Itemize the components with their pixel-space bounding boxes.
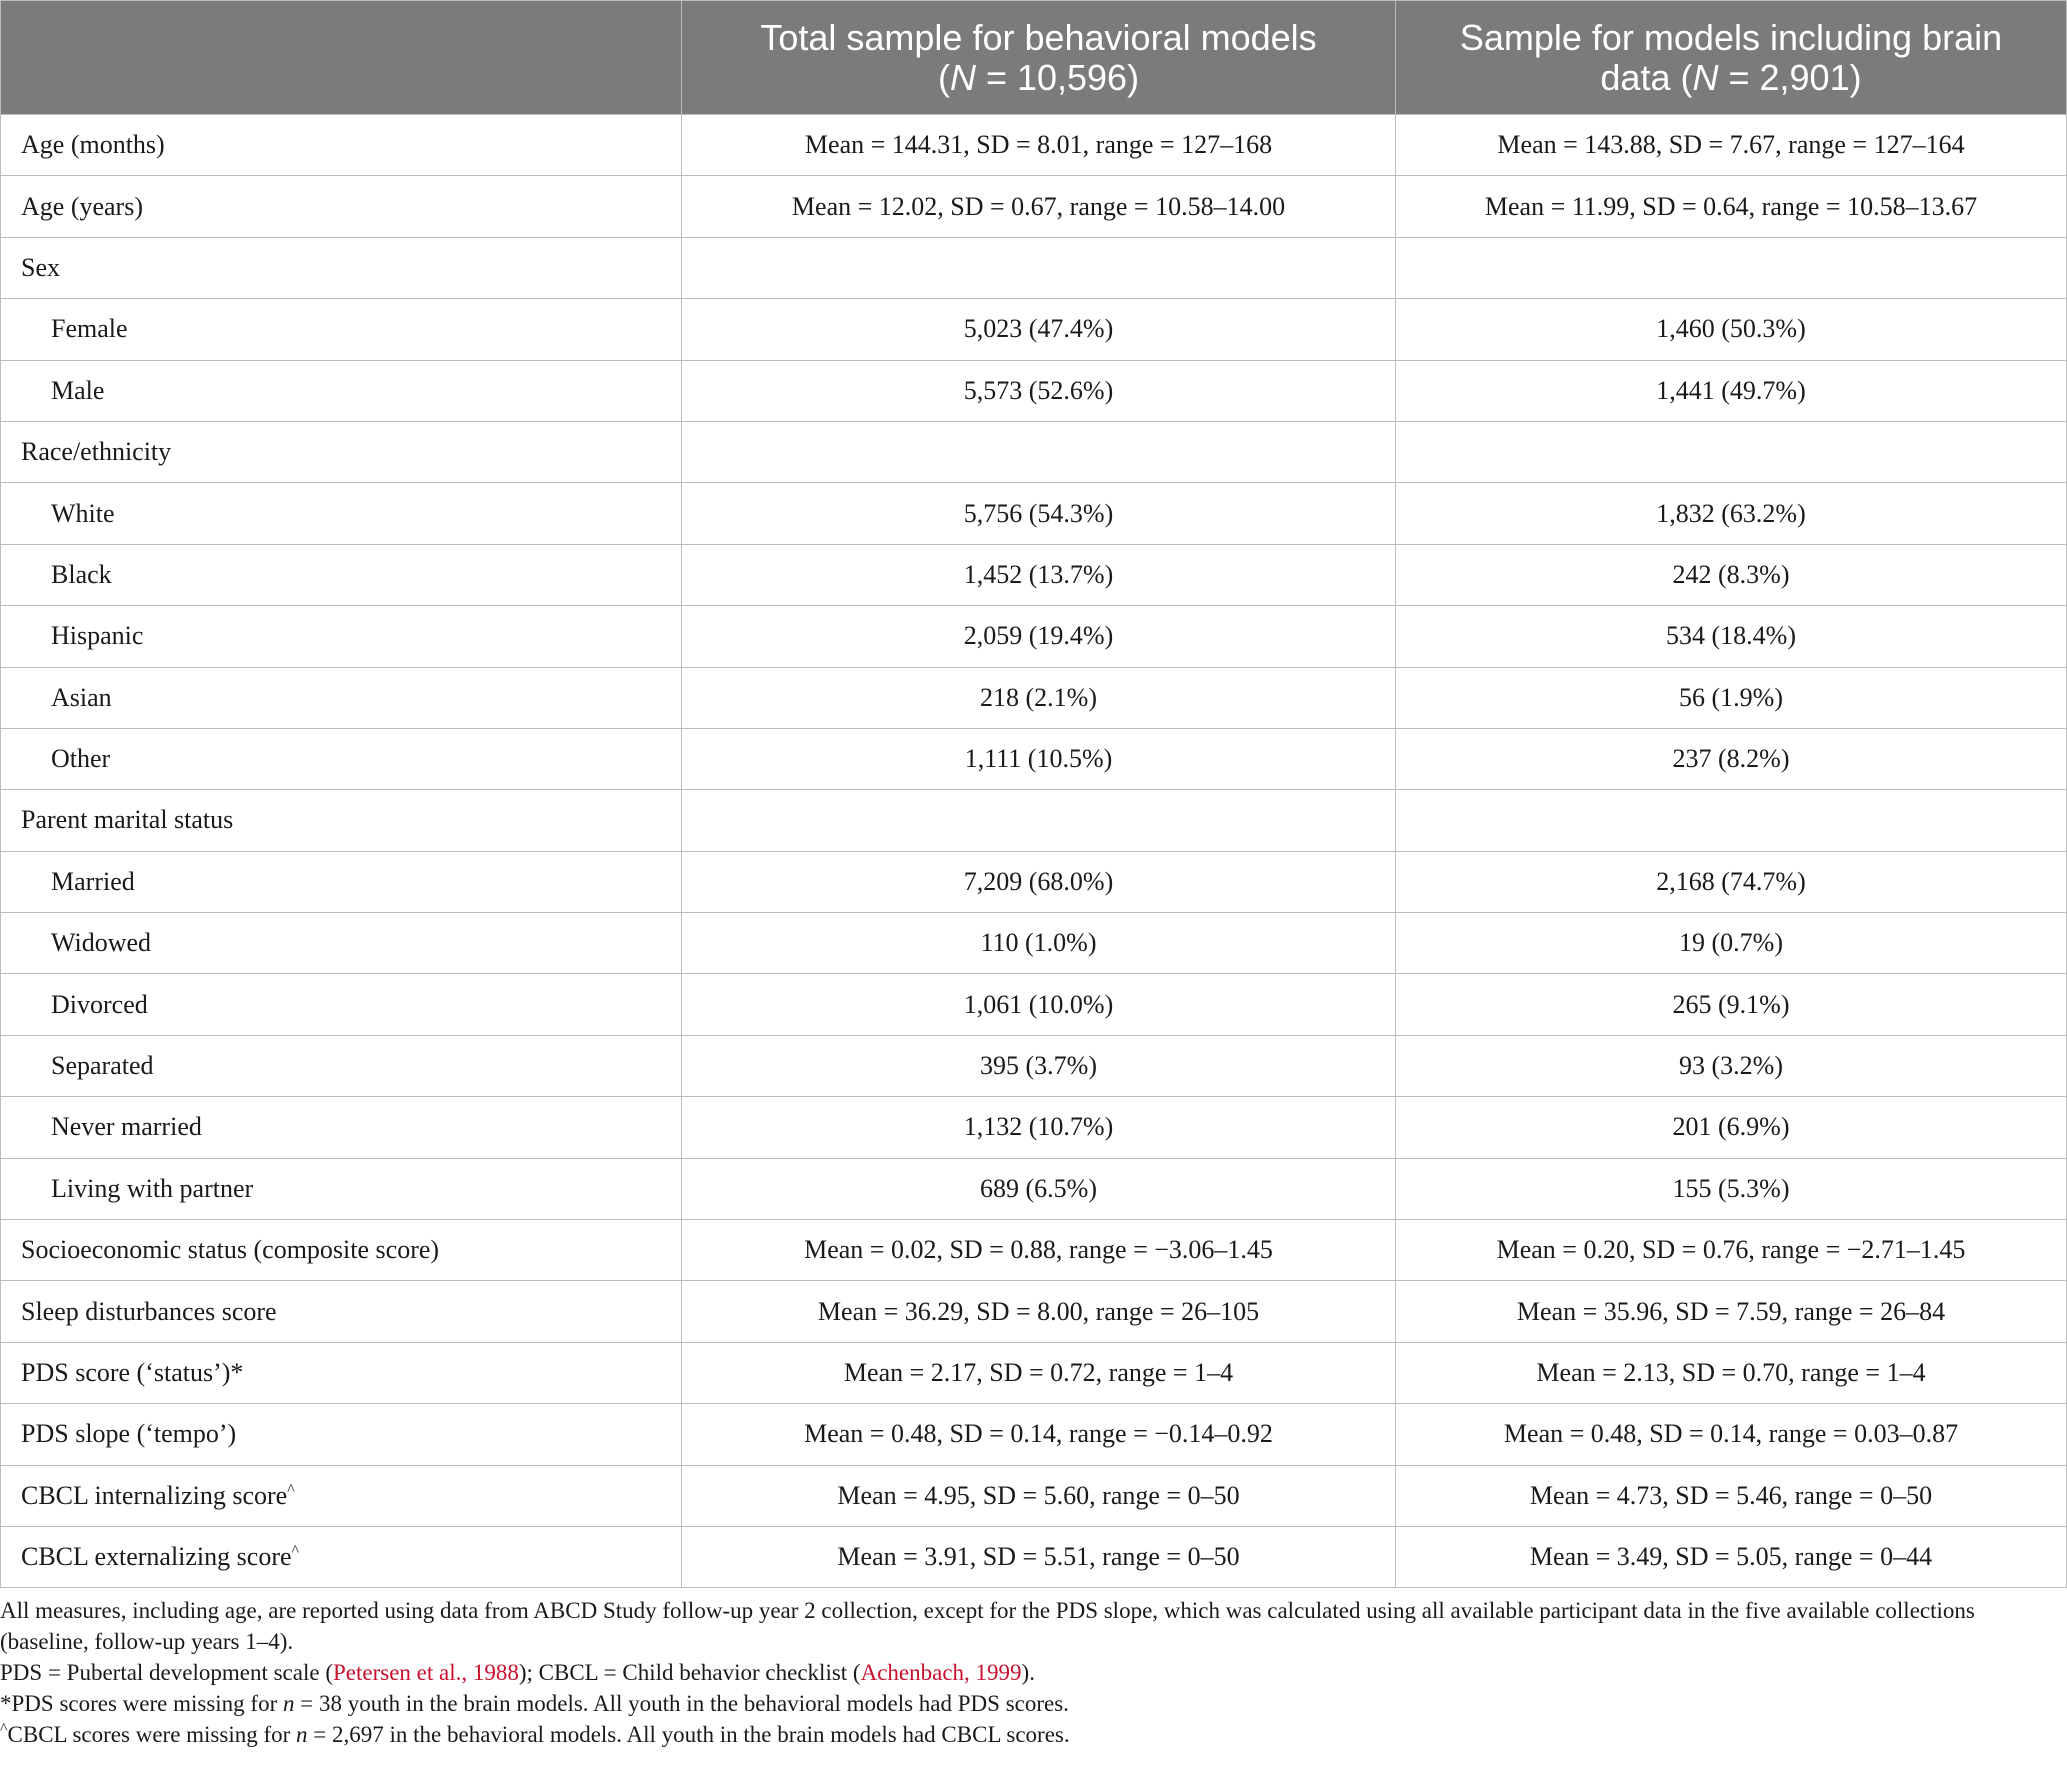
table-header (1, 1, 2067, 115)
header-brain-sample (1396, 1, 2067, 115)
row-label-cell (1, 974, 682, 1035)
table-row (1, 115, 2067, 176)
brain-sample-value: Mean = 4.73, SD = 5.46, range = 0–50 (1396, 1465, 2067, 1526)
footnote-cbcl-marker: ^ (0, 1720, 8, 1738)
row-label-cell (1, 667, 682, 728)
row-label-cell (1, 299, 682, 360)
total-sample-value: 1,452 (13.7%) (682, 544, 1396, 605)
table-row (1, 851, 2067, 912)
total-sample-value: Mean = 144.31, SD = 8.01, range = 127–168 (682, 115, 1396, 176)
row-label: Other (51, 744, 111, 774)
table-footnotes (0, 1595, 2060, 1750)
total-sample-value: Mean = 0.02, SD = 0.88, range = −3.06–1.45 (682, 1220, 1396, 1281)
table-row (1, 421, 2067, 482)
header-brain-data-label: data ( (1600, 56, 1693, 98)
brain-sample-value: Mean = 0.20, SD = 0.76, range = −2.71–1.45 (1396, 1220, 2067, 1281)
brain-sample-value: 155 (5.3%) (1396, 1158, 2067, 1219)
total-sample-value (682, 421, 1396, 482)
footnote-abbrev-close: ). (1021, 1660, 1035, 1685)
row-label: Male (51, 375, 105, 405)
table-row (1, 1158, 2067, 1219)
table-row (1, 299, 2067, 360)
footnote-measures-text: All measures, including age, are reported using data from ABCD Study follow-up year 2 collection, except for the PDS slope, which was calculated using all available participant data in the five available collections (baseline, follow-up years 1–4). (0, 1598, 1975, 1654)
row-label-cell (1, 1526, 682, 1587)
row-label-cell (1, 728, 682, 789)
table-row (1, 544, 2067, 605)
footnote-marker: ^ (291, 1542, 300, 1560)
table-row (1, 667, 2067, 728)
row-label: Separated (51, 1051, 154, 1081)
table-row (1, 1035, 2067, 1096)
table-row (1, 176, 2067, 237)
total-sample-value: 110 (1.0%) (682, 913, 1396, 974)
row-label-cell (1, 1097, 682, 1158)
total-sample-value: 395 (3.7%) (682, 1035, 1396, 1096)
brain-sample-value: 19 (0.7%) (1396, 913, 2067, 974)
total-sample-value: 689 (6.5%) (682, 1158, 1396, 1219)
row-label-cell (1, 1035, 682, 1096)
row-label: Age (years) (21, 191, 143, 221)
row-label: White (51, 498, 115, 528)
row-label-cell (1, 1404, 682, 1465)
total-sample-value: 5,023 (47.4%) (682, 299, 1396, 360)
total-sample-value: 1,061 (10.0%) (682, 974, 1396, 1035)
brain-sample-value (1396, 790, 2067, 851)
footnote-pds-missing (0, 1688, 2060, 1719)
table-row (1, 360, 2067, 421)
row-label: Age (months) (21, 130, 165, 160)
row-label: Female (51, 314, 128, 344)
row-label-cell (1, 1158, 682, 1219)
table-row (1, 606, 2067, 667)
header-brain-n-symbol: N (1692, 56, 1719, 98)
brain-sample-value: Mean = 0.48, SD = 0.14, range = 0.03–0.87 (1396, 1404, 2067, 1465)
table-row (1, 1404, 2067, 1465)
row-label-cell (1, 483, 682, 544)
row-label: Widowed (51, 928, 152, 958)
footnote-cbcl-n: n (296, 1722, 308, 1747)
row-label: PDS score (‘status’)* (21, 1358, 244, 1387)
footnote-abbreviations (0, 1657, 2060, 1688)
row-label: Never married (51, 1112, 202, 1142)
total-sample-value: 218 (2.1%) (682, 667, 1396, 728)
total-sample-value: 7,209 (68.0%) (682, 851, 1396, 912)
total-sample-value: 5,573 (52.6%) (682, 360, 1396, 421)
header-row (1, 1, 2067, 115)
header-blank-cell (1, 1, 682, 115)
row-label: Socioeconomic status (composite score) (21, 1235, 440, 1265)
table-row (1, 1281, 2067, 1342)
header-total-n-value: = 10,596) (975, 56, 1140, 98)
brain-sample-value: 56 (1.9%) (1396, 667, 2067, 728)
brain-sample-value: 237 (8.2%) (1396, 728, 2067, 789)
table-body (1, 115, 2067, 1588)
footnote-marker: ^ (287, 1481, 295, 1499)
table-row (1, 483, 2067, 544)
table-row (1, 1526, 2067, 1587)
row-label-cell (1, 790, 682, 851)
row-label-cell (1, 237, 682, 298)
brain-sample-value: Mean = 35.96, SD = 7.59, range = 26–84 (1396, 1281, 2067, 1342)
total-sample-value: Mean = 2.17, SD = 0.72, range = 1–4 (682, 1342, 1396, 1403)
citation-link-achenbach[interactable]: Achenbach, 1999 (860, 1660, 1022, 1685)
row-label-cell (1, 544, 682, 605)
row-label: Sleep disturbances score (21, 1296, 277, 1326)
row-label-cell (1, 360, 682, 421)
header-total-n-symbol: N (949, 56, 976, 98)
header-brain-title: Sample for models including brain (1459, 16, 2003, 58)
table-row (1, 974, 2067, 1035)
brain-sample-value: 93 (3.2%) (1396, 1035, 2067, 1096)
row-label-cell (1, 421, 682, 482)
total-sample-value: Mean = 12.02, SD = 0.67, range = 10.58–14.00 (682, 176, 1396, 237)
brain-sample-value: Mean = 11.99, SD = 0.64, range = 10.58–13.67 (1396, 176, 2067, 237)
row-label: Asian (51, 682, 112, 712)
row-label: CBCL internalizing score (21, 1480, 288, 1510)
row-label: Sex (21, 252, 60, 282)
table-row (1, 1342, 2067, 1403)
total-sample-value: Mean = 0.48, SD = 0.14, range = −0.14–0.92 (682, 1404, 1396, 1465)
table-row (1, 1097, 2067, 1158)
brain-sample-value: Mean = 3.49, SD = 5.05, range = 0–44 (1396, 1526, 2067, 1587)
footnote-pds-text-a: *PDS scores were missing for (0, 1691, 283, 1716)
table-row (1, 790, 2067, 851)
total-sample-value: 5,756 (54.3%) (682, 483, 1396, 544)
row-label: Parent marital status (21, 805, 234, 835)
footnote-cbcl-text-a: CBCL scores were missing for (7, 1722, 297, 1747)
row-label: Divorced (51, 989, 148, 1019)
total-sample-value (682, 790, 1396, 851)
table-row (1, 728, 2067, 789)
row-label-cell (1, 606, 682, 667)
row-label: Hispanic (51, 621, 144, 651)
row-label-cell (1, 1465, 682, 1526)
row-label: Living with partner (51, 1173, 254, 1203)
brain-sample-value: 242 (8.3%) (1396, 544, 2067, 605)
header-total-paren: ( (937, 56, 950, 98)
row-label-cell (1, 1281, 682, 1342)
total-sample-value: Mean = 36.29, SD = 8.00, range = 26–105 (682, 1281, 1396, 1342)
total-sample-value: 2,059 (19.4%) (682, 606, 1396, 667)
row-label-cell (1, 115, 682, 176)
row-label-cell (1, 851, 682, 912)
brain-sample-value: Mean = 143.88, SD = 7.67, range = 127–164 (1396, 115, 2067, 176)
brain-sample-value (1396, 421, 2067, 482)
brain-sample-value: 2,168 (74.7%) (1396, 851, 2067, 912)
brain-sample-value: 1,460 (50.3%) (1396, 299, 2067, 360)
brain-sample-value: 1,832 (63.2%) (1396, 483, 2067, 544)
header-total-sample (682, 1, 1396, 115)
row-label: Married (51, 866, 135, 896)
row-label-cell (1, 1220, 682, 1281)
total-sample-value: 1,111 (10.5%) (682, 728, 1396, 789)
citation-link-petersen[interactable]: Petersen et al., 1988 (332, 1660, 519, 1685)
total-sample-value: Mean = 3.91, SD = 5.51, range = 0–50 (682, 1526, 1396, 1587)
footnote-cbcl-missing (0, 1719, 2060, 1750)
row-label-cell (1, 176, 682, 237)
header-total-title: Total sample for behavioral models (760, 16, 1317, 58)
row-label-cell (1, 913, 682, 974)
table-row (1, 1465, 2067, 1526)
footnote-pds-text-b: = 38 youth in the brain models. All youth in the behavioral models had PDS scores. (294, 1691, 1069, 1716)
header-brain-n-value: = 2,901) (1718, 56, 1862, 98)
row-label-cell (1, 1342, 682, 1403)
footnote-abbrev-pds: PDS = Pubertal development scale ( (0, 1660, 333, 1685)
row-label: Race/ethnicity (21, 437, 172, 467)
row-label: CBCL externalizing score (21, 1542, 292, 1572)
brain-sample-value: 265 (9.1%) (1396, 974, 2067, 1035)
footnote-cbcl-text-b: = 2,697 in the behavioral models. All youth in the brain models had CBCL scores. (307, 1722, 1070, 1747)
brain-sample-value: 201 (6.9%) (1396, 1097, 2067, 1158)
total-sample-value (682, 237, 1396, 298)
footnote-pds-n: n (283, 1691, 295, 1716)
brain-sample-value: Mean = 2.13, SD = 0.70, range = 1–4 (1396, 1342, 2067, 1403)
table-row (1, 1220, 2067, 1281)
brain-sample-value (1396, 237, 2067, 298)
total-sample-value: 1,132 (10.7%) (682, 1097, 1396, 1158)
footnote-abbrev-cbcl: ); CBCL = Child behavior checklist ( (518, 1660, 861, 1685)
brain-sample-value: 534 (18.4%) (1396, 606, 2067, 667)
brain-sample-value: 1,441 (49.7%) (1396, 360, 2067, 421)
table-row (1, 913, 2067, 974)
table-row (1, 237, 2067, 298)
footnote-measures (0, 1595, 2060, 1657)
total-sample-value: Mean = 4.95, SD = 5.60, range = 0–50 (682, 1465, 1396, 1526)
row-label: PDS slope (‘tempo’) (21, 1419, 237, 1449)
row-label: Black (51, 559, 112, 589)
